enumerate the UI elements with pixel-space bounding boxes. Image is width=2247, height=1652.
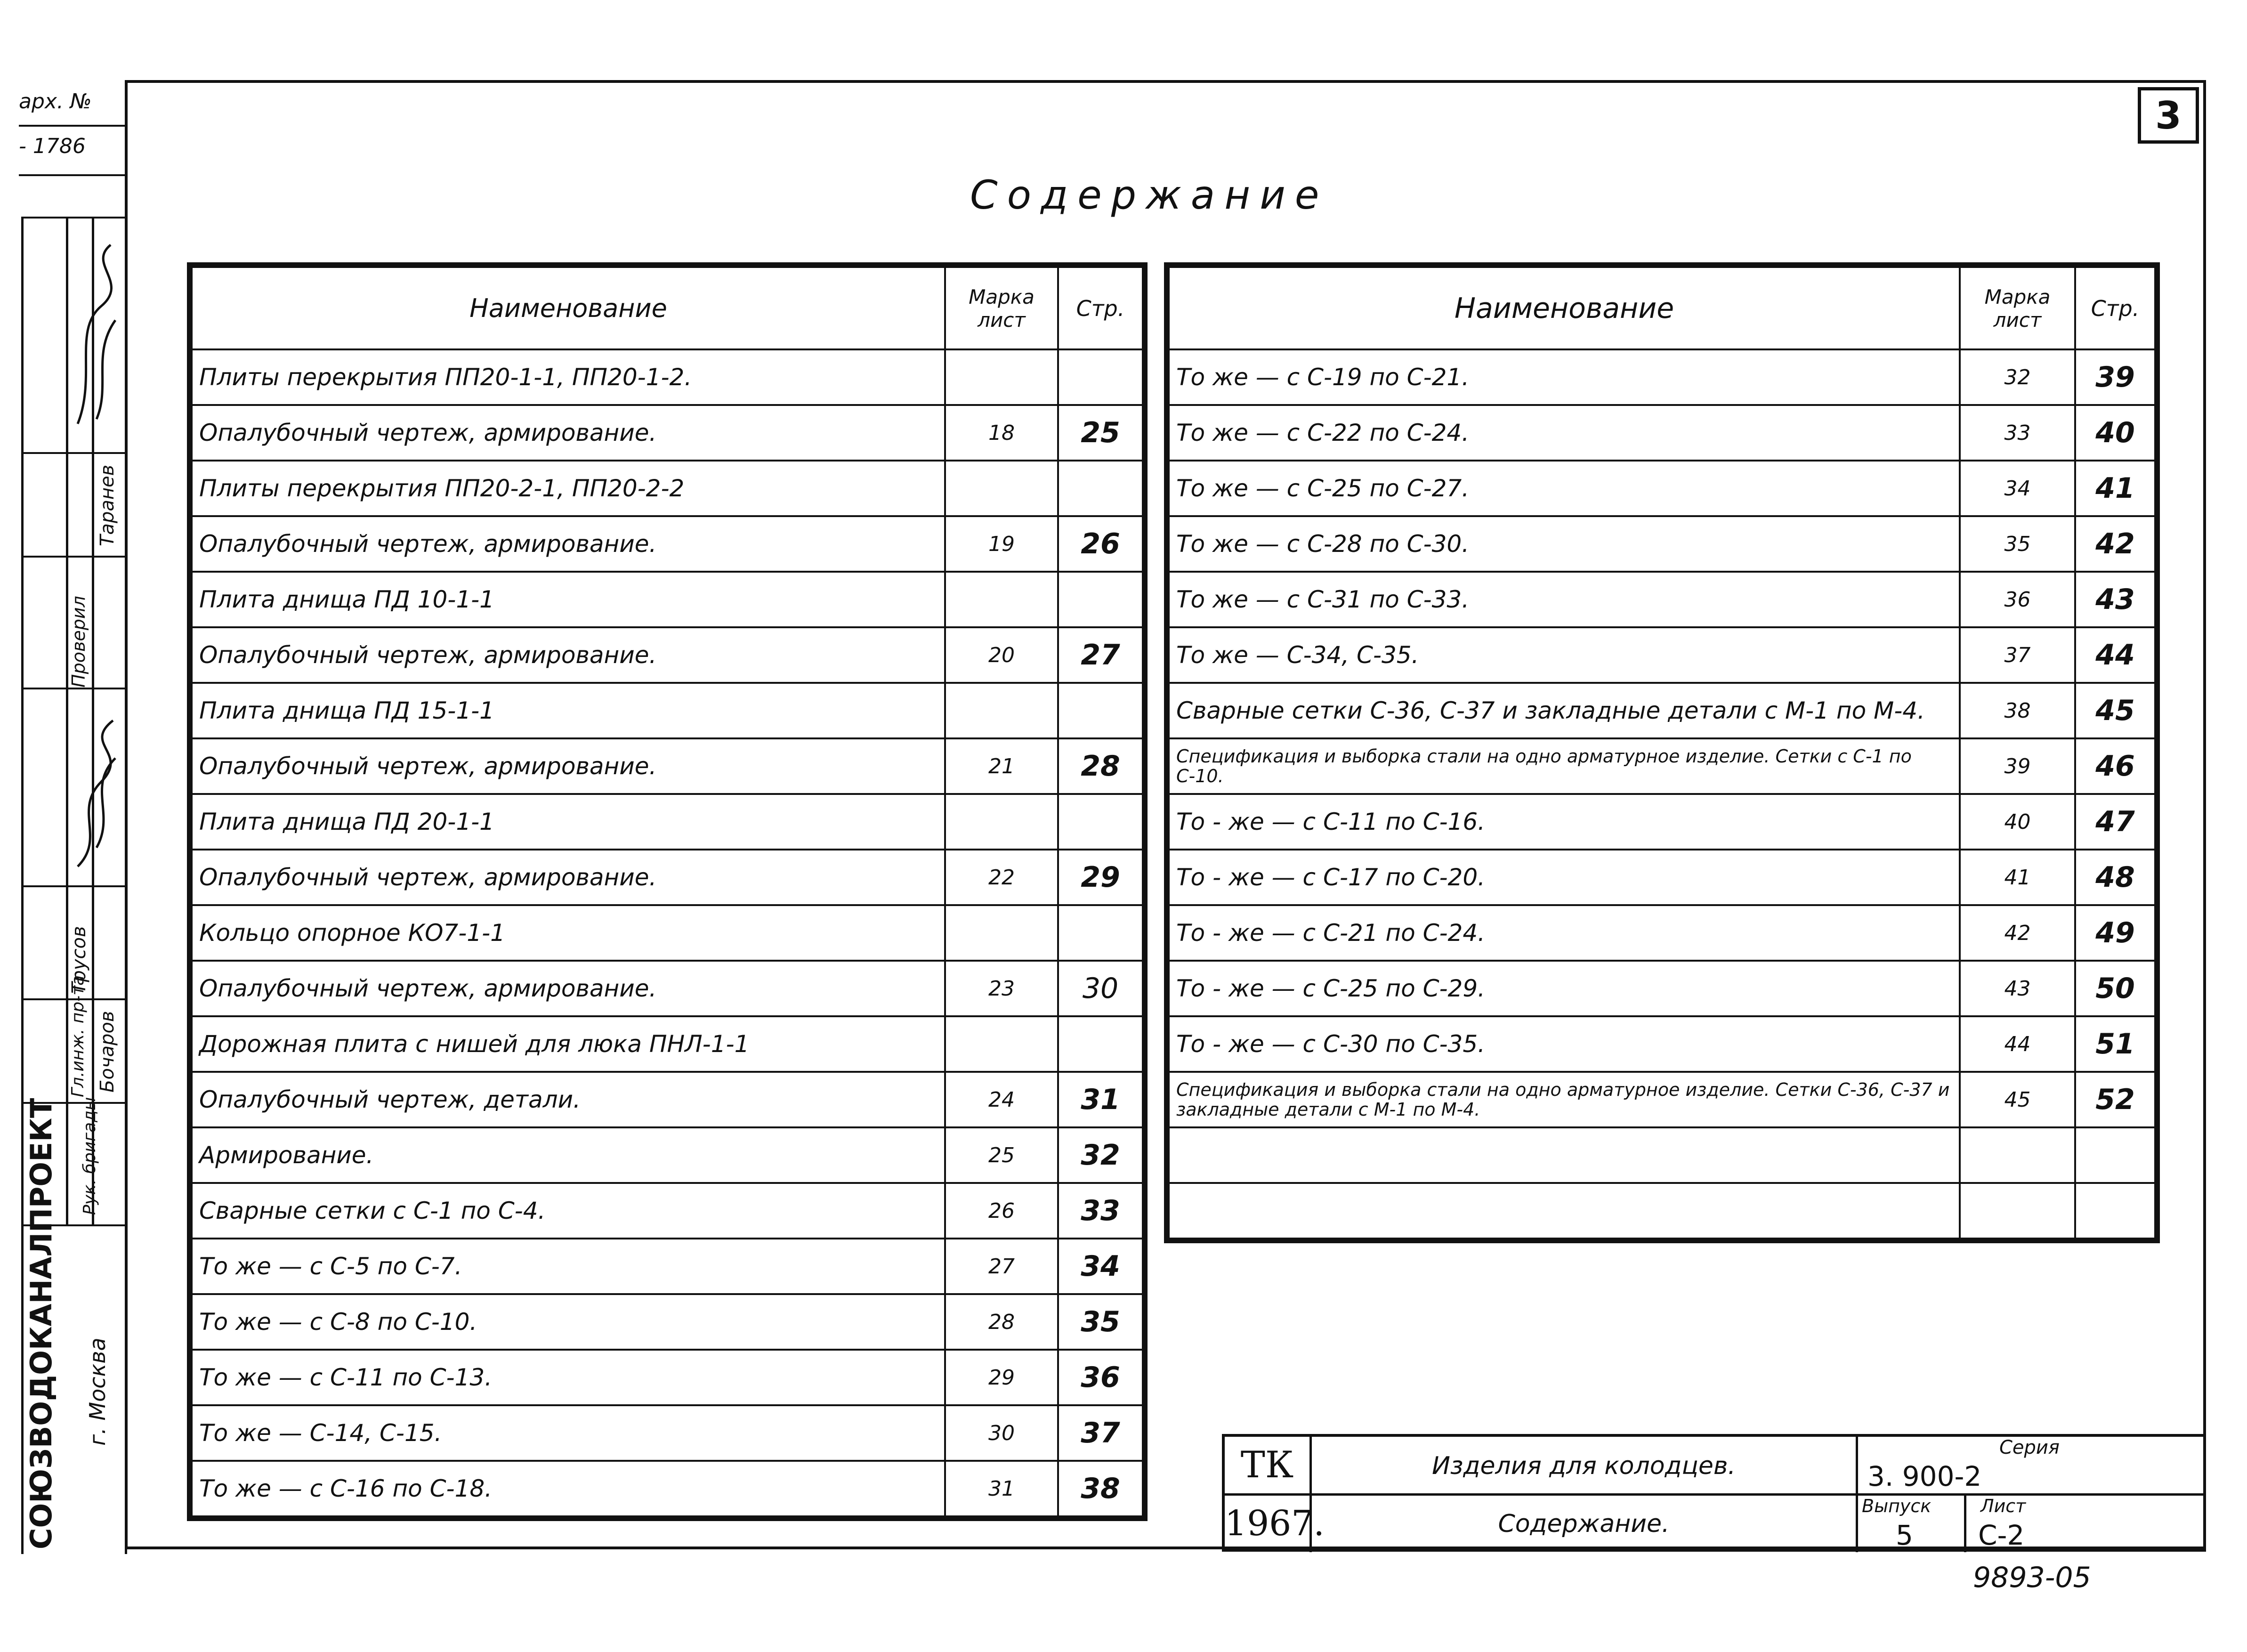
cell-mark: 19 <box>945 516 1058 572</box>
cell-name: То же — с С-5 по С-7. <box>192 1239 945 1294</box>
table-row <box>192 1350 1143 1405</box>
table-row <box>1169 1016 2155 1072</box>
table-row <box>192 1127 1143 1183</box>
table-row <box>192 1072 1143 1127</box>
cell-name: То - же — с С-25 по С-29. <box>1169 961 1960 1016</box>
cell-page: 42 <box>2075 516 2155 572</box>
table-row <box>1169 905 2155 961</box>
cell-mark: 24 <box>945 1072 1058 1127</box>
cell-mark: 38 <box>1960 683 2075 738</box>
table-row <box>1169 1127 2155 1183</box>
table-row <box>1169 961 2155 1016</box>
signature-strip <box>21 217 127 1554</box>
cell-name: То же — с С-8 по С-10. <box>192 1294 945 1350</box>
sheet-title: Содержание. <box>1498 1510 1670 1538</box>
header-mark: Марка лист <box>945 267 1058 349</box>
product-name: Изделия для колодцев. <box>1312 1437 1856 1496</box>
cell-name <box>1169 1183 1960 1239</box>
cell-name: То же — с С-22 по С-24. <box>1169 405 1960 461</box>
cell-page: 35 <box>1058 1294 1143 1350</box>
cell-mark: 33 <box>1960 405 2075 461</box>
cell-name: Опалубочный чертеж, детали. <box>192 1072 945 1127</box>
title-block <box>1222 1434 2206 1552</box>
table-row <box>1169 405 2155 461</box>
table-row <box>192 1183 1143 1239</box>
cell-name: То же — с С-19 по С-21. <box>1169 349 1960 405</box>
cell-name: То же — с С-28 по С-30. <box>1169 516 1960 572</box>
table-row <box>192 794 1143 850</box>
cell-name: То - же — с С-17 по С-20. <box>1169 850 1960 905</box>
cell-name: Сварные сетки с С-1 по С-4. <box>192 1183 945 1239</box>
cell-name: Плиты перекрытия ПП20-2-1, ПП20-2-2 <box>192 461 945 516</box>
header-name: Наименование <box>1169 267 1960 349</box>
cell-mark: 25 <box>945 1127 1058 1183</box>
cell-name: Спецификация и выборка стали на одно арматурное изделие. Сетки с С-1 по С-10. <box>1169 738 1960 794</box>
cell-name: Плита днища ПД 10-1-1 <box>192 572 945 627</box>
role-brigade-lead: Рук. бригады <box>80 1097 99 1215</box>
signature-scribble-2 <box>68 706 125 876</box>
cell-page <box>2075 1183 2155 1239</box>
sheet-number-box: 3 <box>2138 87 2199 144</box>
header-page: Стр. <box>1058 267 1143 349</box>
cell-mark <box>945 905 1058 961</box>
table-row <box>192 850 1143 905</box>
cell-mark <box>945 1016 1058 1072</box>
cell-page: 47 <box>2075 794 2155 850</box>
cell-page: 29 <box>1058 850 1143 905</box>
series-cell <box>1856 1437 2204 1496</box>
archive-divider-2 <box>19 174 125 176</box>
cell-mark <box>1960 1127 2075 1183</box>
table-row <box>192 572 1143 627</box>
cell-page: 48 <box>2075 850 2155 905</box>
cell-mark: 44 <box>1960 1016 2075 1072</box>
cell-page: 39 <box>2075 349 2155 405</box>
table-row <box>192 1461 1143 1516</box>
cell-mark: 22 <box>945 850 1058 905</box>
table-row <box>192 461 1143 516</box>
cell-page <box>1058 461 1143 516</box>
cell-page: 34 <box>1058 1239 1143 1294</box>
cell-name: Опалубочный чертеж, армирование. <box>192 961 945 1016</box>
header-name: Наименование <box>192 267 945 349</box>
cell-page: 45 <box>2075 683 2155 738</box>
cell-name: Плиты перекрытия ПП20-1-1, ПП20-1-2. <box>192 349 945 405</box>
table-row <box>1169 461 2155 516</box>
year: 1967. <box>1225 1496 1312 1552</box>
cell-name: То же — с С-16 по С-18. <box>192 1461 945 1516</box>
cell-mark: 39 <box>1960 738 2075 794</box>
org-code: ТК <box>1225 1437 1312 1496</box>
series-value: 3. 900-2 <box>1867 1460 1982 1492</box>
cell-mark: 29 <box>945 1350 1058 1405</box>
cell-name: Опалубочный чертеж, армирование. <box>192 627 945 683</box>
cell-mark: 45 <box>1960 1072 2075 1127</box>
cell-mark <box>945 461 1058 516</box>
cell-mark <box>945 572 1058 627</box>
cell-page: 44 <box>2075 627 2155 683</box>
table-row <box>192 1016 1143 1072</box>
cell-name: Спецификация и выборка стали на одно арматурное изделие. Сетки С-36, С-37 и закладные детали с М-1 по М-4. <box>1169 1072 1960 1127</box>
cell-page: 40 <box>2075 405 2155 461</box>
cell-page <box>1058 683 1143 738</box>
name-bocharov: Бочаров <box>97 1011 118 1093</box>
table-row <box>1169 349 2155 405</box>
cell-page: 38 <box>1058 1461 1143 1516</box>
cell-page: 41 <box>2075 461 2155 516</box>
cell-name: То же — С-14, С-15. <box>192 1405 945 1461</box>
archive-label: арх. № <box>19 89 92 113</box>
organization-name: СОЮЗВОДОКАНАЛПРОЕКТ <box>24 1098 58 1549</box>
cell-mark: 20 <box>945 627 1058 683</box>
cell-name: То - же — с С-30 по С-35. <box>1169 1016 1960 1072</box>
cell-name: То - же — с С-21 по С-24. <box>1169 905 1960 961</box>
cell-mark <box>945 683 1058 738</box>
cell-mark <box>1960 1183 2075 1239</box>
cell-page: 36 <box>1058 1350 1143 1405</box>
cell-mark: 28 <box>945 1294 1058 1350</box>
cell-page: 49 <box>2075 905 2155 961</box>
cell-page: 28 <box>1058 738 1143 794</box>
table-row <box>1169 1072 2155 1127</box>
cell-page: 27 <box>1058 627 1143 683</box>
cell-page: 50 <box>2075 961 2155 1016</box>
header-mark: Марка лист <box>1960 267 2075 349</box>
cell-page <box>1058 572 1143 627</box>
issue-cell <box>1856 1496 1964 1552</box>
table-row <box>1169 794 2155 850</box>
cell-page: 30 <box>1058 961 1143 1016</box>
cell-mark: 42 <box>1960 905 2075 961</box>
cell-page: 37 <box>1058 1405 1143 1461</box>
archive-number-block <box>0 80 125 217</box>
archive-divider <box>19 125 125 127</box>
cell-page: 46 <box>2075 738 2155 794</box>
cell-mark: 31 <box>945 1461 1058 1516</box>
table-row <box>192 349 1143 405</box>
cell-mark: 40 <box>1960 794 2075 850</box>
table-row <box>192 738 1143 794</box>
cell-mark: 41 <box>1960 850 2075 905</box>
cell-page <box>1058 1016 1143 1072</box>
archive-number: - 1786 <box>19 134 86 158</box>
header-page: Стр. <box>2075 267 2155 349</box>
cell-name: Опалубочный чертеж, армирование. <box>192 738 945 794</box>
name-trusov: Трусов <box>68 926 90 994</box>
table-row <box>1169 850 2155 905</box>
cell-name: То - же — с С-11 по С-16. <box>1169 794 1960 850</box>
table-row <box>192 961 1143 1016</box>
cell-mark: 18 <box>945 405 1058 461</box>
cell-mark: 35 <box>1960 516 2075 572</box>
issue-label: Выпуск <box>1862 1496 1932 1516</box>
cell-name: Дорожная плита с нишей для люка ПНЛ-1-1 <box>192 1016 945 1072</box>
cell-page: 32 <box>1058 1127 1143 1183</box>
cell-page <box>1058 349 1143 405</box>
cell-name: То же — С-34, С-35. <box>1169 627 1960 683</box>
cell-page: 25 <box>1058 405 1143 461</box>
city-name: г. Москва <box>85 1337 110 1446</box>
table-row <box>1169 627 2155 683</box>
cell-mark: 21 <box>945 738 1058 794</box>
cell-page: 51 <box>2075 1016 2155 1072</box>
sheet-value: С-2 <box>1978 1519 2025 1551</box>
cell-page: 43 <box>2075 572 2155 627</box>
cell-name: Опалубочный чертеж, армирование. <box>192 850 945 905</box>
cell-mark: 26 <box>945 1183 1058 1239</box>
cell-mark: 30 <box>945 1405 1058 1461</box>
table-row <box>1169 1183 2155 1239</box>
cell-name: Сварные сетки С-36, С-37 и закладные детали с М-1 по М-4. <box>1169 683 1960 738</box>
table-row <box>192 405 1143 461</box>
cell-page: 33 <box>1058 1183 1143 1239</box>
cell-page: 52 <box>2075 1072 2155 1127</box>
table-row <box>1169 683 2155 738</box>
cell-mark <box>945 349 1058 405</box>
table-row <box>192 1239 1143 1294</box>
cell-mark <box>945 794 1058 850</box>
issue-value: 5 <box>1896 1519 1913 1551</box>
cell-name: То же — с С-25 по С-27. <box>1169 461 1960 516</box>
table-row <box>192 516 1143 572</box>
cell-mark: 36 <box>1960 572 2075 627</box>
table-row <box>1169 738 2155 794</box>
contents-table-right <box>1168 266 2156 1239</box>
sheet-cell <box>1964 1496 2063 1552</box>
page-title: Содержание <box>970 172 1329 218</box>
cell-page <box>1058 794 1143 850</box>
cell-mark: 32 <box>1960 349 2075 405</box>
contents-table-left <box>191 266 1144 1517</box>
cell-name: Опалубочный чертеж, армирование. <box>192 516 945 572</box>
cell-mark: 27 <box>945 1239 1058 1294</box>
cell-name: Кольцо опорное КО7-1-1 <box>192 905 945 961</box>
role-checked: Проверил <box>68 596 89 688</box>
cell-name: Плита днища ПД 15-1-1 <box>192 683 945 738</box>
cell-name: Армирование. <box>192 1127 945 1183</box>
cell-name: Опалубочный чертеж, армирование. <box>192 405 945 461</box>
archive-stamp: 9893-05 <box>1973 1561 2091 1594</box>
cell-mark: 34 <box>1960 461 2075 516</box>
table-row <box>192 1294 1143 1350</box>
series-label: Серия <box>1999 1437 2060 1458</box>
cell-page <box>2075 1127 2155 1183</box>
cell-mark: 43 <box>1960 961 2075 1016</box>
table-row <box>1169 516 2155 572</box>
cell-name <box>1169 1127 1960 1183</box>
table-row <box>192 1405 1143 1461</box>
table-row <box>192 683 1143 738</box>
cell-mark: 37 <box>1960 627 2075 683</box>
role-chief-engineer: Гл.инж. пр-та <box>68 975 88 1097</box>
sheet-label: Лист <box>1980 1496 2026 1516</box>
name-taranev: Таранев <box>97 464 118 546</box>
table-row <box>192 905 1143 961</box>
signature-scribble-1 <box>68 235 125 433</box>
cell-name: То же — с С-11 по С-13. <box>192 1350 945 1405</box>
cell-name: То же — с С-31 по С-33. <box>1169 572 1960 627</box>
cell-page <box>1058 905 1143 961</box>
cell-page: 31 <box>1058 1072 1143 1127</box>
cell-page: 26 <box>1058 516 1143 572</box>
cell-mark: 23 <box>945 961 1058 1016</box>
table-row <box>192 627 1143 683</box>
cell-name: Плита днища ПД 20-1-1 <box>192 794 945 850</box>
table-row <box>1169 572 2155 627</box>
